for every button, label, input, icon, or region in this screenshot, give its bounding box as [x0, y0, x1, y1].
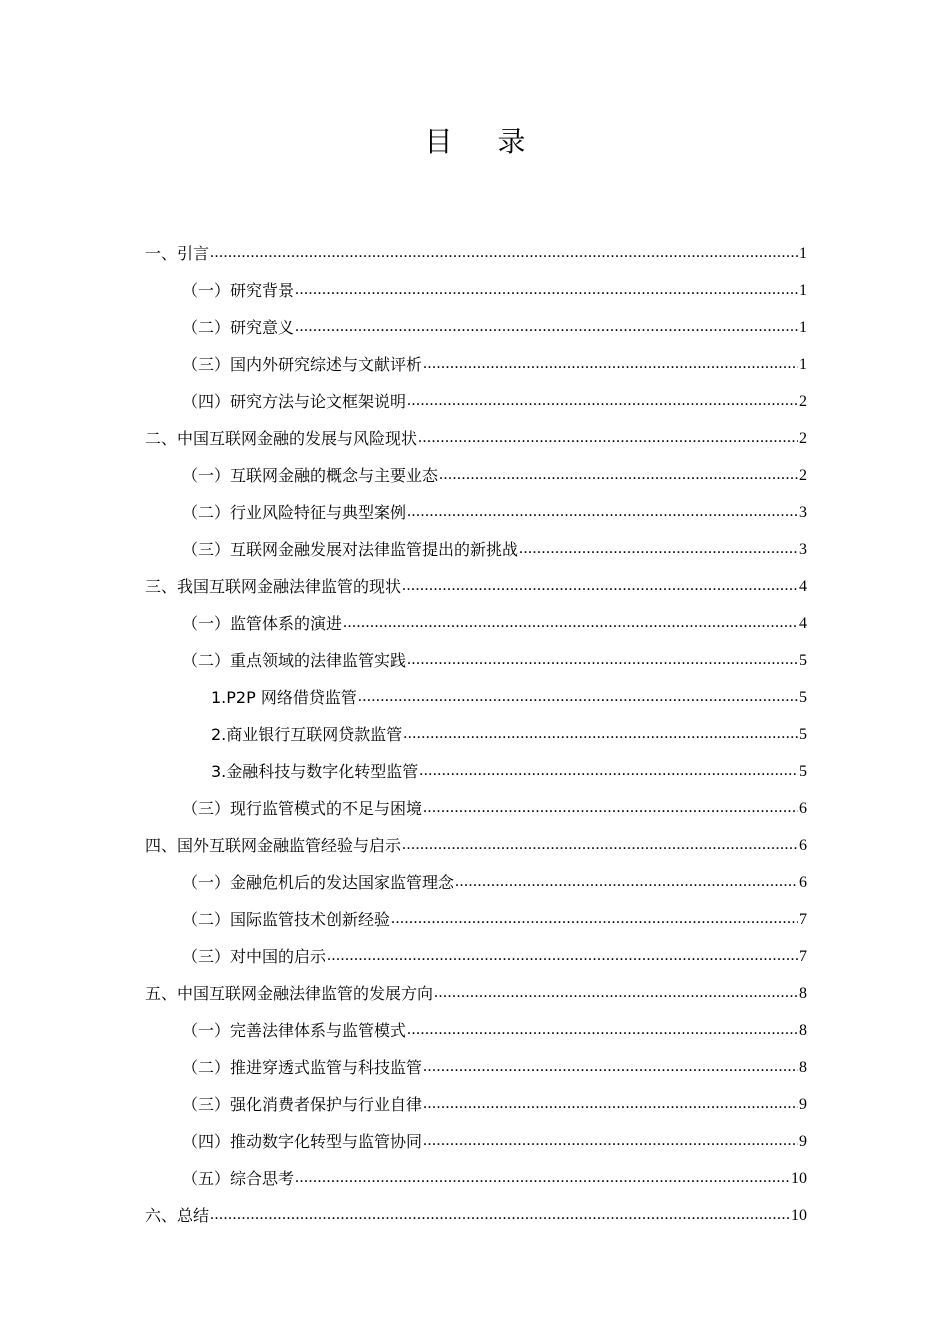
toc-entry-label: （三）互联网金融发展对法律监管提出的新挑战 [182, 540, 519, 559]
toc-entry-label: 2.商业银行互联网贷款监管 [211, 725, 403, 744]
toc-dot-leader [407, 650, 798, 670]
toc-entry[interactable] [145, 974, 807, 1011]
toc-entry[interactable] [145, 419, 807, 456]
toc-entry[interactable] [145, 715, 807, 752]
toc-entry[interactable] [145, 641, 807, 678]
toc-entry[interactable] [145, 271, 807, 308]
toc-dot-leader [519, 539, 798, 559]
toc-page-number: 8 [799, 985, 807, 1002]
toc-page-number: 4 [799, 578, 807, 595]
toc-dot-leader [419, 761, 798, 781]
toc-entry-label: （一）监管体系的演进 [182, 614, 343, 633]
toc-page-number: 3 [799, 541, 807, 558]
toc-dot-leader [423, 1131, 798, 1151]
toc-entry[interactable] [145, 1048, 807, 1085]
toc-dot-leader [418, 428, 798, 448]
toc-entry[interactable] [145, 1122, 807, 1159]
toc-entry[interactable] [145, 345, 807, 382]
toc-entry[interactable] [145, 493, 807, 530]
toc-entry-label: （二）行业风险特征与典型案例 [182, 503, 407, 522]
toc-page-number: 8 [799, 1059, 807, 1076]
toc-entry[interactable] [145, 1011, 807, 1048]
toc-page-number: 5 [799, 763, 807, 780]
toc-entry-label: （三）国内外研究综述与文献评析 [182, 355, 423, 374]
toc-page-number: 10 [791, 1170, 807, 1187]
toc-entry-label: （一）研究背景 [182, 281, 295, 300]
toc-page-number: 4 [799, 615, 807, 632]
toc-page-number: 7 [799, 911, 807, 928]
toc-entry-label: （一）金融危机后的发达国家监管理念 [182, 873, 455, 892]
toc-entry-label: （五）综合思考 [182, 1169, 295, 1188]
toc-entry-label: （四）研究方法与论文框架说明 [182, 392, 407, 411]
toc-dot-leader [295, 1168, 790, 1188]
toc-page-number: 6 [799, 874, 807, 891]
toc-dot-leader [402, 835, 798, 855]
toc-entry[interactable] [145, 863, 807, 900]
toc-dot-leader [423, 354, 798, 374]
toc-entry-label: 五、中国互联网金融法律监管的发展方向 [145, 984, 434, 1003]
toc-page-number: 9 [799, 1133, 807, 1150]
toc-entry[interactable] [145, 530, 807, 567]
toc-page-number: 2 [799, 467, 807, 484]
toc-dot-leader [407, 391, 798, 411]
toc-dot-leader [343, 613, 798, 633]
toc-entry[interactable] [145, 937, 807, 974]
toc-page-number: 6 [799, 837, 807, 854]
toc-page-number: 5 [799, 689, 807, 706]
table-of-contents [145, 234, 807, 1233]
toc-entry[interactable] [145, 1085, 807, 1122]
toc-dot-leader [423, 1094, 798, 1114]
toc-entry-label: 1.P2P 网络借贷监管 [211, 688, 357, 707]
toc-title: 目 录 [424, 125, 544, 158]
toc-dot-leader [407, 502, 798, 522]
toc-dot-leader [439, 465, 798, 485]
toc-page-number: 5 [799, 652, 807, 669]
toc-entry-label: （一）互联网金融的概念与主要业态 [182, 466, 439, 485]
toc-page-number: 1 [799, 282, 807, 299]
toc-entry-label: 3.金融科技与数字化转型监管 [211, 762, 419, 781]
toc-entry-label: （四）推动数字化转型与监管协同 [182, 1132, 423, 1151]
toc-entry[interactable] [145, 1159, 807, 1196]
toc-entry[interactable] [145, 308, 807, 345]
toc-page-number: 9 [799, 1096, 807, 1113]
toc-dot-leader [423, 798, 798, 818]
toc-dot-leader [210, 1205, 790, 1225]
toc-page-number: 2 [799, 430, 807, 447]
toc-entry[interactable] [145, 1196, 807, 1233]
toc-dot-leader [295, 317, 798, 337]
toc-entry[interactable] [145, 567, 807, 604]
toc-entry-label: （二）重点领域的法律监管实践 [182, 651, 407, 670]
toc-page-number: 1 [799, 319, 807, 336]
toc-page-number: 3 [799, 504, 807, 521]
toc-page-number: 5 [799, 726, 807, 743]
toc-page-number: 6 [799, 800, 807, 817]
toc-dot-leader [391, 909, 798, 929]
toc-entry-label: （二）研究意义 [182, 318, 295, 337]
toc-entry[interactable] [145, 900, 807, 937]
toc-entry[interactable] [145, 382, 807, 419]
toc-dot-leader [327, 946, 798, 966]
toc-dot-leader [403, 724, 798, 744]
toc-entry[interactable] [145, 752, 807, 789]
toc-entry[interactable] [145, 604, 807, 641]
toc-entry[interactable] [145, 789, 807, 826]
toc-entry[interactable] [145, 678, 807, 715]
toc-entry-label: 四、国外互联网金融监管经验与启示 [145, 836, 402, 855]
toc-entry-label: （三）强化消费者保护与行业自律 [182, 1095, 423, 1114]
toc-page-number: 8 [799, 1022, 807, 1039]
toc-page-number: 1 [799, 245, 807, 262]
toc-entry-label: （二）推进穿透式监管与科技监管 [182, 1058, 423, 1077]
toc-entry-label: （三）现行监管模式的不足与困境 [182, 799, 423, 818]
toc-entry-label: 三、我国互联网金融法律监管的现状 [145, 577, 402, 596]
toc-dot-leader [423, 1057, 798, 1077]
toc-page-number: 10 [791, 1207, 807, 1224]
toc-entry[interactable] [145, 456, 807, 493]
toc-entry-label: （二）国际监管技术创新经验 [182, 910, 391, 929]
toc-dot-leader [402, 576, 798, 596]
toc-entry[interactable] [145, 826, 807, 863]
toc-entry[interactable] [145, 234, 807, 271]
toc-dot-leader [407, 1020, 798, 1040]
toc-dot-leader [455, 872, 798, 892]
toc-dot-leader [210, 243, 798, 263]
toc-entry-label: （三）对中国的启示 [182, 947, 327, 966]
toc-entry-label: （一）完善法律体系与监管模式 [182, 1021, 407, 1040]
toc-dot-leader [358, 687, 798, 707]
toc-entry-label: 六、总结 [145, 1206, 210, 1225]
toc-page-number: 7 [799, 948, 807, 965]
toc-dot-leader [434, 983, 798, 1003]
toc-dot-leader [295, 280, 798, 300]
toc-page-number: 2 [799, 393, 807, 410]
toc-entry-label: 一、引言 [145, 244, 210, 263]
toc-entry-label: 二、中国互联网金融的发展与风险现状 [145, 429, 418, 448]
toc-page-number: 1 [799, 356, 807, 373]
